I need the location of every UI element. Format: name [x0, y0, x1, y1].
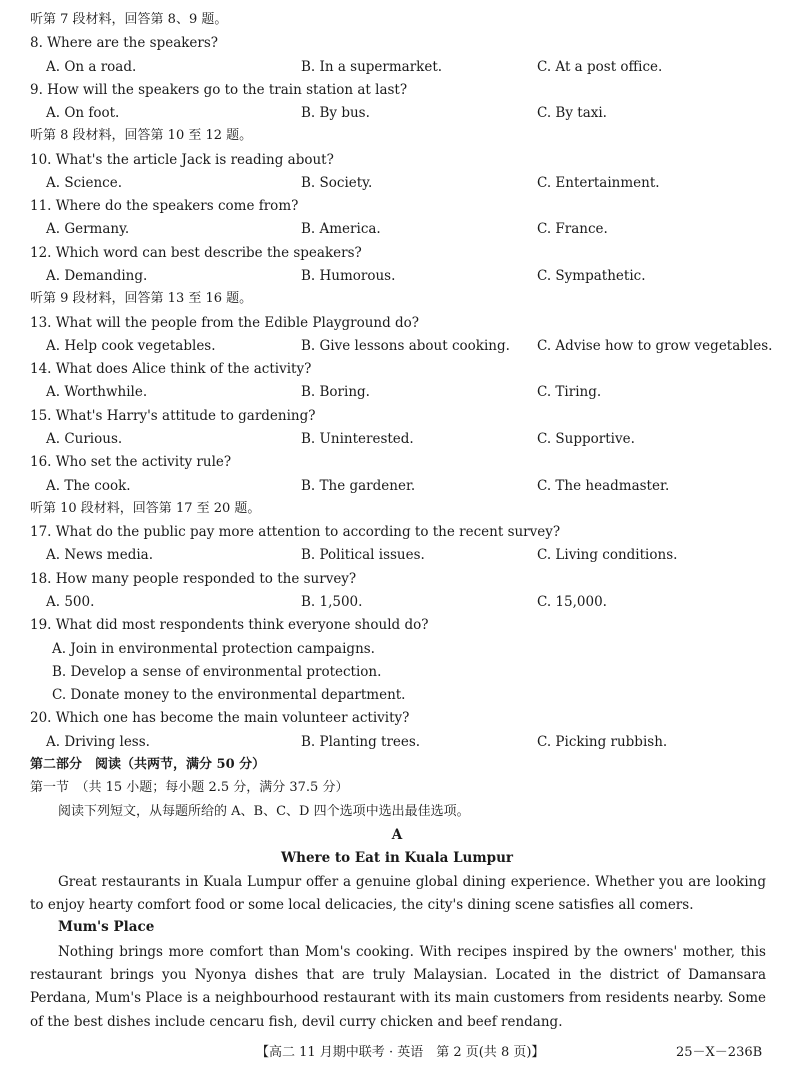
question-11: 11. Where do the speakers come from? [30, 198, 299, 214]
option-15a: A. Curious. [46, 431, 123, 447]
reading-instruction: 阅读下列短文，从每题所给的 A、B、C、D 四个选项中选出最佳选项。 [58, 804, 470, 819]
option-11b: B. America. [301, 221, 381, 237]
option-20b: B. Planting trees. [301, 734, 421, 750]
question-16: 16. Who set the activity rule? [30, 454, 232, 470]
passage-letter: A [391, 827, 403, 843]
option-14b: B. Boring. [301, 384, 370, 400]
option-9c: C. By taxi. [537, 105, 607, 121]
part-2-title: 第二部分 阅读（共两节，满分 50 分） [30, 757, 266, 772]
option-10a: A. Science. [46, 175, 122, 191]
option-11a: A. Germany. [46, 221, 130, 237]
question-9: 9. How will the speakers go to the train station at last? [30, 82, 408, 98]
question-20: 20. Which one has become the main volunteer activity? [30, 710, 410, 726]
option-20a: A. Driving less. [46, 734, 150, 750]
paper-code: 25－X－236B [676, 1045, 763, 1060]
option-11c: C. France. [537, 221, 608, 237]
option-12c: C. Sympathetic. [537, 268, 646, 284]
option-20c: C. Picking rubbish. [537, 734, 668, 750]
option-18a: A. 500. [46, 594, 95, 610]
question-18: 18. How many people responded to the survey? [30, 571, 357, 587]
option-16c: C. The headmaster. [537, 478, 670, 494]
option-16b: B. The gardener. [301, 478, 416, 494]
option-9b: B. By bus. [301, 105, 370, 121]
passage-body: Nothing brings more comfort than Mom's cooking. With recipes inspired by the owners' mother, this restaurant brings you Nyonya dishes that are truly Malaysian. Located in the district of Damansara Perdana, Mum's Place is a neighbourhood restaurant with its main customers from residents nearby. Some of the best dishes include cencaru fish, devil curry chicken and beef rendang. [30, 944, 766, 1030]
question-19: 19. What did most respondents think everyone should do? [30, 617, 429, 633]
option-17c: C. Living conditions. [537, 547, 678, 563]
question-12: 12. Which word can best describe the speakers? [30, 245, 362, 261]
option-18b: B. 1,500. [301, 594, 363, 610]
option-13b: B. Give lessons about cooking. [301, 338, 510, 354]
passage-title: Where to Eat in Kuala Lumpur [280, 850, 514, 866]
option-19a: A. Join in environmental protection campaigns. [52, 641, 375, 657]
option-19b: B. Develop a sense of environmental protection. [52, 664, 382, 680]
option-17b: B. Political issues. [301, 547, 425, 563]
option-19c: C. Donate money to the environmental department. [52, 687, 406, 703]
option-10c: C. Entertainment. [537, 175, 660, 191]
option-13a: A. Help cook vegetables. [46, 338, 216, 354]
question-10: 10. What's the article Jack is reading about? [30, 152, 334, 168]
option-9a: A. On foot. [46, 105, 120, 121]
option-13c: C. Advise how to grow vegetables. [537, 338, 773, 354]
section-1-header: 第一节 （共 15 小题；每小题 2.5 分，满分 37.5 分） [30, 780, 349, 795]
section-9-instruction: 听第 9 段材料，回答第 13 至 16 题。 [30, 291, 253, 306]
option-8a: A. On a road. [46, 59, 137, 75]
option-12a: A. Demanding. [46, 268, 148, 284]
option-8c: C. At a post office. [537, 59, 663, 75]
option-14c: C. Tiring. [537, 384, 602, 400]
option-18c: C. 15,000. [537, 594, 607, 610]
option-15b: B. Uninterested. [301, 431, 414, 447]
passage-subhead: Mum's Place [58, 919, 155, 935]
passage-intro: Great restaurants in Kuala Lumpur offer a genuine global dining experience. Whether you are looking to enjoy hearty comfort food or some local delicacies, the city's dining scene satisfies all comers. [30, 874, 766, 914]
question-13: 13. What will the people from the Edible Playground do? [30, 315, 420, 331]
option-8b: B. In a supermarket. [301, 59, 443, 75]
option-12b: B. Humorous. [301, 268, 396, 284]
option-14a: A. Worthwhile. [46, 384, 148, 400]
question-8: 8. Where are the speakers? [30, 35, 219, 51]
option-17a: A. News media. [46, 547, 153, 563]
option-10b: B. Society. [301, 175, 373, 191]
option-16a: A. The cook. [46, 478, 131, 494]
section-8-instruction: 听第 8 段材料，回答第 10 至 12 题。 [30, 128, 253, 143]
option-15c: C. Supportive. [537, 431, 635, 447]
question-15: 15. What's Harry's attitude to gardening? [30, 408, 316, 424]
page-footer: 【高二 11 月期中联考 · 英语 第 2 页(共 8 页)】 [256, 1045, 545, 1060]
section-7-instruction: 听第 7 段材料，回答第 8、9 题。 [30, 12, 228, 27]
section-10-instruction: 听第 10 段材料，回答第 17 至 20 题。 [30, 501, 261, 516]
question-14: 14. What does Alice think of the activity? [30, 361, 312, 377]
question-17: 17. What do the public pay more attention to according to the recent survey? [30, 524, 561, 540]
